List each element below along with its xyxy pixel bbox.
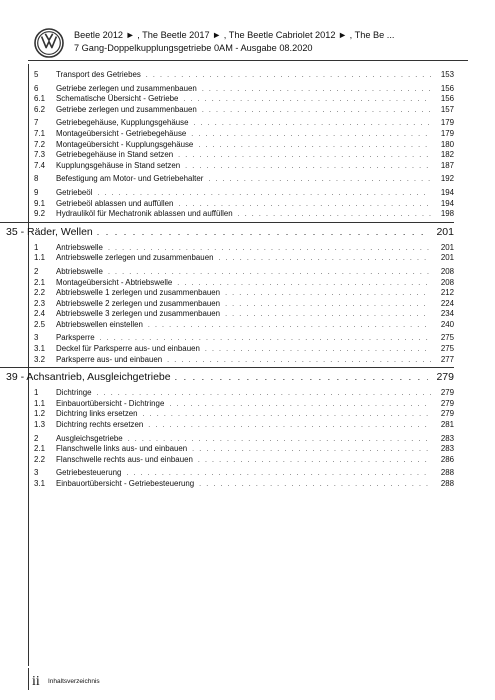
toc-entry-number: 1.2 — [34, 409, 45, 419]
toc-entry-number: 3.1 — [34, 344, 45, 354]
toc-entry-title: Getriebegehäuse, Kupplungsgehäuse — [56, 118, 189, 128]
toc-entry-number: 9.2 — [34, 209, 45, 219]
toc-entry-page: 156 — [440, 94, 454, 104]
toc-entry-title: Getriebesteuerung — [56, 468, 122, 478]
toc-entry[interactable] — [34, 344, 454, 355]
toc-entry[interactable] — [34, 267, 454, 278]
toc-entry-number: 1.1 — [34, 398, 45, 408]
leader-dots — [208, 175, 431, 186]
page-number: ii — [32, 674, 40, 689]
toc-entry-page: 281 — [440, 420, 454, 430]
toc-entry-title: Befestigung am Motor- und Getriebehalter — [56, 174, 204, 184]
footer-label: Inhaltsverzeichnis — [48, 678, 100, 685]
toc-entry[interactable] — [34, 420, 454, 431]
toc-entry-title: Flanschwelle links aus- und einbauen — [56, 444, 188, 454]
toc-entry-page: 187 — [440, 160, 454, 170]
toc-entry-page: 279 — [440, 398, 454, 408]
toc-entry-title: Antriebswelle — [56, 242, 103, 252]
toc-entry-number: 6.2 — [34, 104, 45, 114]
toc-entry-page: 240 — [440, 319, 454, 329]
toc-entry-page: 156 — [440, 83, 454, 93]
header-vehicle-line: Beetle 2012 ► , The Beetle 2017 ► , The Beetle Cabriolet 2012 ► , The Be ... — [74, 30, 395, 40]
toc-entry-number: 7.1 — [34, 128, 45, 138]
toc-entry-number: 9 — [34, 187, 39, 197]
toc-group-chapter-35 — [34, 243, 454, 366]
toc-entry-number: 2 — [34, 433, 39, 443]
toc-entry[interactable] — [34, 243, 454, 254]
toc-entry-page: 153 — [440, 70, 454, 79]
toc-entry[interactable] — [34, 150, 454, 161]
page-header — [28, 26, 468, 64]
leader-dots — [238, 210, 431, 221]
toc-entry-page: 194 — [440, 187, 454, 197]
toc-entry-page: 224 — [440, 298, 454, 308]
toc-entry-number: 3.1 — [34, 479, 45, 488]
toc-entry-title: Dichtring links ersetzen — [56, 409, 138, 419]
toc-entry-title: Dichtring rechts ersetzen — [56, 420, 144, 430]
toc-entry[interactable] — [34, 253, 454, 264]
toc-entry[interactable] — [34, 468, 454, 479]
toc-entry-title: Abtriebswellen einstellen — [56, 319, 143, 329]
toc-entry-title: Einbauortübersicht - Getriebesteuerung — [56, 479, 195, 488]
toc-entry-title: Abtriebswelle — [56, 266, 103, 276]
toc-entry-title: Montageübersicht - Kupplungsgehäuse — [56, 139, 194, 149]
toc-entry[interactable] — [34, 455, 454, 466]
chapter-page: 279 — [436, 371, 454, 384]
toc-entry[interactable] — [34, 129, 454, 140]
toc-entry[interactable] — [34, 320, 454, 331]
leader-dots — [148, 321, 431, 332]
toc-entry-page: 212 — [440, 288, 454, 298]
toc-entry-number: 2.5 — [34, 319, 45, 329]
toc-entry-number: 7.3 — [34, 150, 45, 160]
page-footer — [28, 668, 468, 692]
toc-entry-page: 277 — [440, 354, 454, 364]
toc-entry-number: 7.4 — [34, 160, 45, 170]
toc-entry-number: 2.3 — [34, 298, 45, 308]
toc-entry[interactable] — [34, 434, 454, 445]
toc-entry[interactable] — [34, 118, 454, 129]
toc-entry[interactable] — [34, 199, 454, 210]
table-of-contents — [6, 70, 454, 490]
toc-entry[interactable] — [34, 299, 454, 310]
toc-entry-number: 9.1 — [34, 198, 45, 208]
toc-entry-title: Abtriebswelle 2 zerlegen und zusammenbauen — [56, 298, 221, 308]
chapter-page: 201 — [436, 225, 454, 238]
toc-entry[interactable] — [34, 278, 454, 289]
toc-entry-page: 180 — [440, 139, 454, 149]
toc-entry-title: Antriebswelle zerlegen und zusammenbauen — [56, 253, 214, 263]
toc-entry-title: Ausgleichsgetriebe — [56, 433, 123, 443]
toc-entry-title: Einbauortübersicht - Dichtringe — [56, 398, 165, 408]
toc-entry[interactable] — [34, 188, 454, 199]
toc-entry-page: 288 — [440, 468, 454, 478]
toc-entry-number: 1.1 — [34, 253, 45, 263]
leader-dots — [218, 254, 431, 265]
toc-entry-number: 1.3 — [34, 420, 45, 430]
vw-logo-icon — [34, 28, 64, 58]
leader-dots — [199, 480, 431, 491]
toc-entry-number: 5 — [34, 70, 39, 79]
toc-entry-title: Montageübersicht - Getriebegehäuse — [56, 128, 187, 138]
leader-dots — [167, 356, 431, 367]
leader-dots — [148, 421, 431, 432]
toc-chapter-35[interactable] — [0, 224, 454, 240]
toc-entry[interactable] — [34, 161, 454, 172]
toc-entry[interactable] — [34, 84, 454, 95]
toc-entry-number: 2.4 — [34, 309, 45, 319]
leader-dots — [97, 224, 428, 240]
toc-entry-page: 283 — [440, 444, 454, 454]
toc-entry[interactable] — [34, 70, 454, 81]
leader-dots — [202, 106, 431, 117]
toc-entry-page: 275 — [440, 333, 454, 343]
toc-entry-title: Kupplungsgehäuse in Stand setzen — [56, 160, 181, 170]
toc-entry-page: 201 — [440, 253, 454, 263]
leader-dots — [146, 71, 431, 82]
toc-entry[interactable] — [34, 94, 454, 105]
toc-entry-number: 8 — [34, 174, 39, 184]
toc-entry-page: 279 — [440, 388, 454, 398]
toc-entry[interactable] — [34, 479, 454, 490]
toc-entry[interactable] — [34, 140, 454, 151]
toc-entry-title: Parksperre aus- und einbauen — [56, 354, 163, 364]
toc-entry-title: Getriebeöl ablassen und auffüllen — [56, 198, 174, 208]
toc-entry-number: 2.2 — [34, 454, 45, 464]
toc-entry-page: 179 — [440, 118, 454, 128]
toc-entry[interactable] — [34, 409, 454, 420]
toc-entry-number: 7 — [34, 118, 39, 128]
toc-entry-title: Parksperre — [56, 333, 95, 343]
toc-entry[interactable] — [34, 444, 454, 455]
toc-entry-page: 179 — [440, 128, 454, 138]
toc-entry-page: 275 — [440, 344, 454, 354]
toc-group-chapter-34 — [34, 70, 454, 220]
toc-entry-number: 2.1 — [34, 277, 45, 287]
toc-entry-page: 279 — [440, 409, 454, 419]
leader-dots — [198, 456, 431, 467]
toc-entry-title: Getriebegehäuse in Stand setzen — [56, 150, 174, 160]
toc-entry[interactable] — [34, 333, 454, 344]
toc-entry-page: 198 — [440, 209, 454, 219]
toc-entry-page: 208 — [440, 277, 454, 287]
toc-entry-page: 157 — [440, 104, 454, 114]
toc-entry[interactable] — [34, 209, 454, 220]
toc-entry[interactable] — [34, 105, 454, 116]
toc-entry-number: 7.2 — [34, 139, 45, 149]
toc-entry-number: 3.2 — [34, 354, 45, 364]
chapter-rule-top — [0, 222, 454, 223]
chapter-rule-top — [0, 367, 454, 368]
toc-entry[interactable] — [34, 399, 454, 410]
toc-entry-title: Abtriebswelle 1 zerlegen und zusammenbauen — [56, 288, 221, 298]
toc-entry-number: 3 — [34, 468, 39, 478]
toc-entry-page: 288 — [440, 479, 454, 488]
toc-entry-page: 201 — [440, 242, 454, 252]
toc-entry-title: Flanschwelle rechts aus- und einbauen — [56, 454, 193, 464]
toc-entry-title: Getriebe zerlegen und zusammenbauen — [56, 104, 197, 114]
toc-entry-page: 234 — [440, 309, 454, 319]
left-frame-rule — [28, 64, 29, 666]
toc-entry-number: 6 — [34, 83, 39, 93]
toc-entry-title: Abtriebswelle 3 zerlegen und zusammenbauen — [56, 309, 221, 319]
toc-entry[interactable] — [34, 355, 454, 366]
toc-entry-page: 192 — [440, 174, 454, 184]
footer-rule — [28, 668, 29, 690]
toc-entry-page: 194 — [440, 198, 454, 208]
toc-entry[interactable] — [34, 388, 454, 399]
header-rule — [28, 60, 468, 61]
toc-entry[interactable] — [34, 309, 454, 320]
header-manual-line: 7 Gang-Doppelkupplungsgetriebe 0AM - Ausgabe 08.2020 — [74, 43, 313, 53]
toc-entry-title: Deckel für Parksperre aus- und einbauen — [56, 344, 200, 354]
toc-entry[interactable] — [34, 174, 454, 185]
toc-entry-page: 283 — [440, 433, 454, 443]
toc-entry-title: Montageübersicht - Abtriebswelle — [56, 277, 173, 287]
toc-chapter-39[interactable] — [0, 369, 454, 385]
toc-entry[interactable] — [34, 288, 454, 299]
toc-entry-page: 208 — [440, 266, 454, 276]
toc-entry-number: 1 — [34, 388, 39, 398]
toc-entry-title: Hydrauliköl für Mechatronik ablassen und auffüllen — [56, 209, 233, 219]
toc-entry-number: 2.2 — [34, 288, 45, 298]
toc-entry-number: 3 — [34, 333, 39, 343]
toc-group-chapter-39 — [34, 388, 454, 489]
toc-entry-number: 1 — [34, 242, 39, 252]
toc-entry-title: Getriebe zerlegen und zusammenbauen — [56, 83, 197, 93]
toc-entry-title: Schematische Übersicht - Getriebe — [56, 94, 179, 104]
leader-dots — [185, 162, 431, 173]
toc-entry-number: 6.1 — [34, 94, 45, 104]
toc-entry-page: 182 — [440, 150, 454, 160]
chapter-title: 39 - Achsantrieb, Ausgleichgetriebe — [6, 371, 171, 384]
toc-entry-number: 2.1 — [34, 444, 45, 454]
toc-entry-number: 2 — [34, 266, 39, 276]
toc-entry-page: 286 — [440, 454, 454, 464]
toc-entry-title: Getriebeöl — [56, 187, 93, 197]
leader-dots — [175, 369, 428, 385]
toc-entry-title: Dichtringe — [56, 388, 92, 398]
toc-entry-title: Transport des Getriebes — [56, 70, 141, 79]
chapter-title: 35 - Räder, Wellen — [6, 225, 93, 238]
